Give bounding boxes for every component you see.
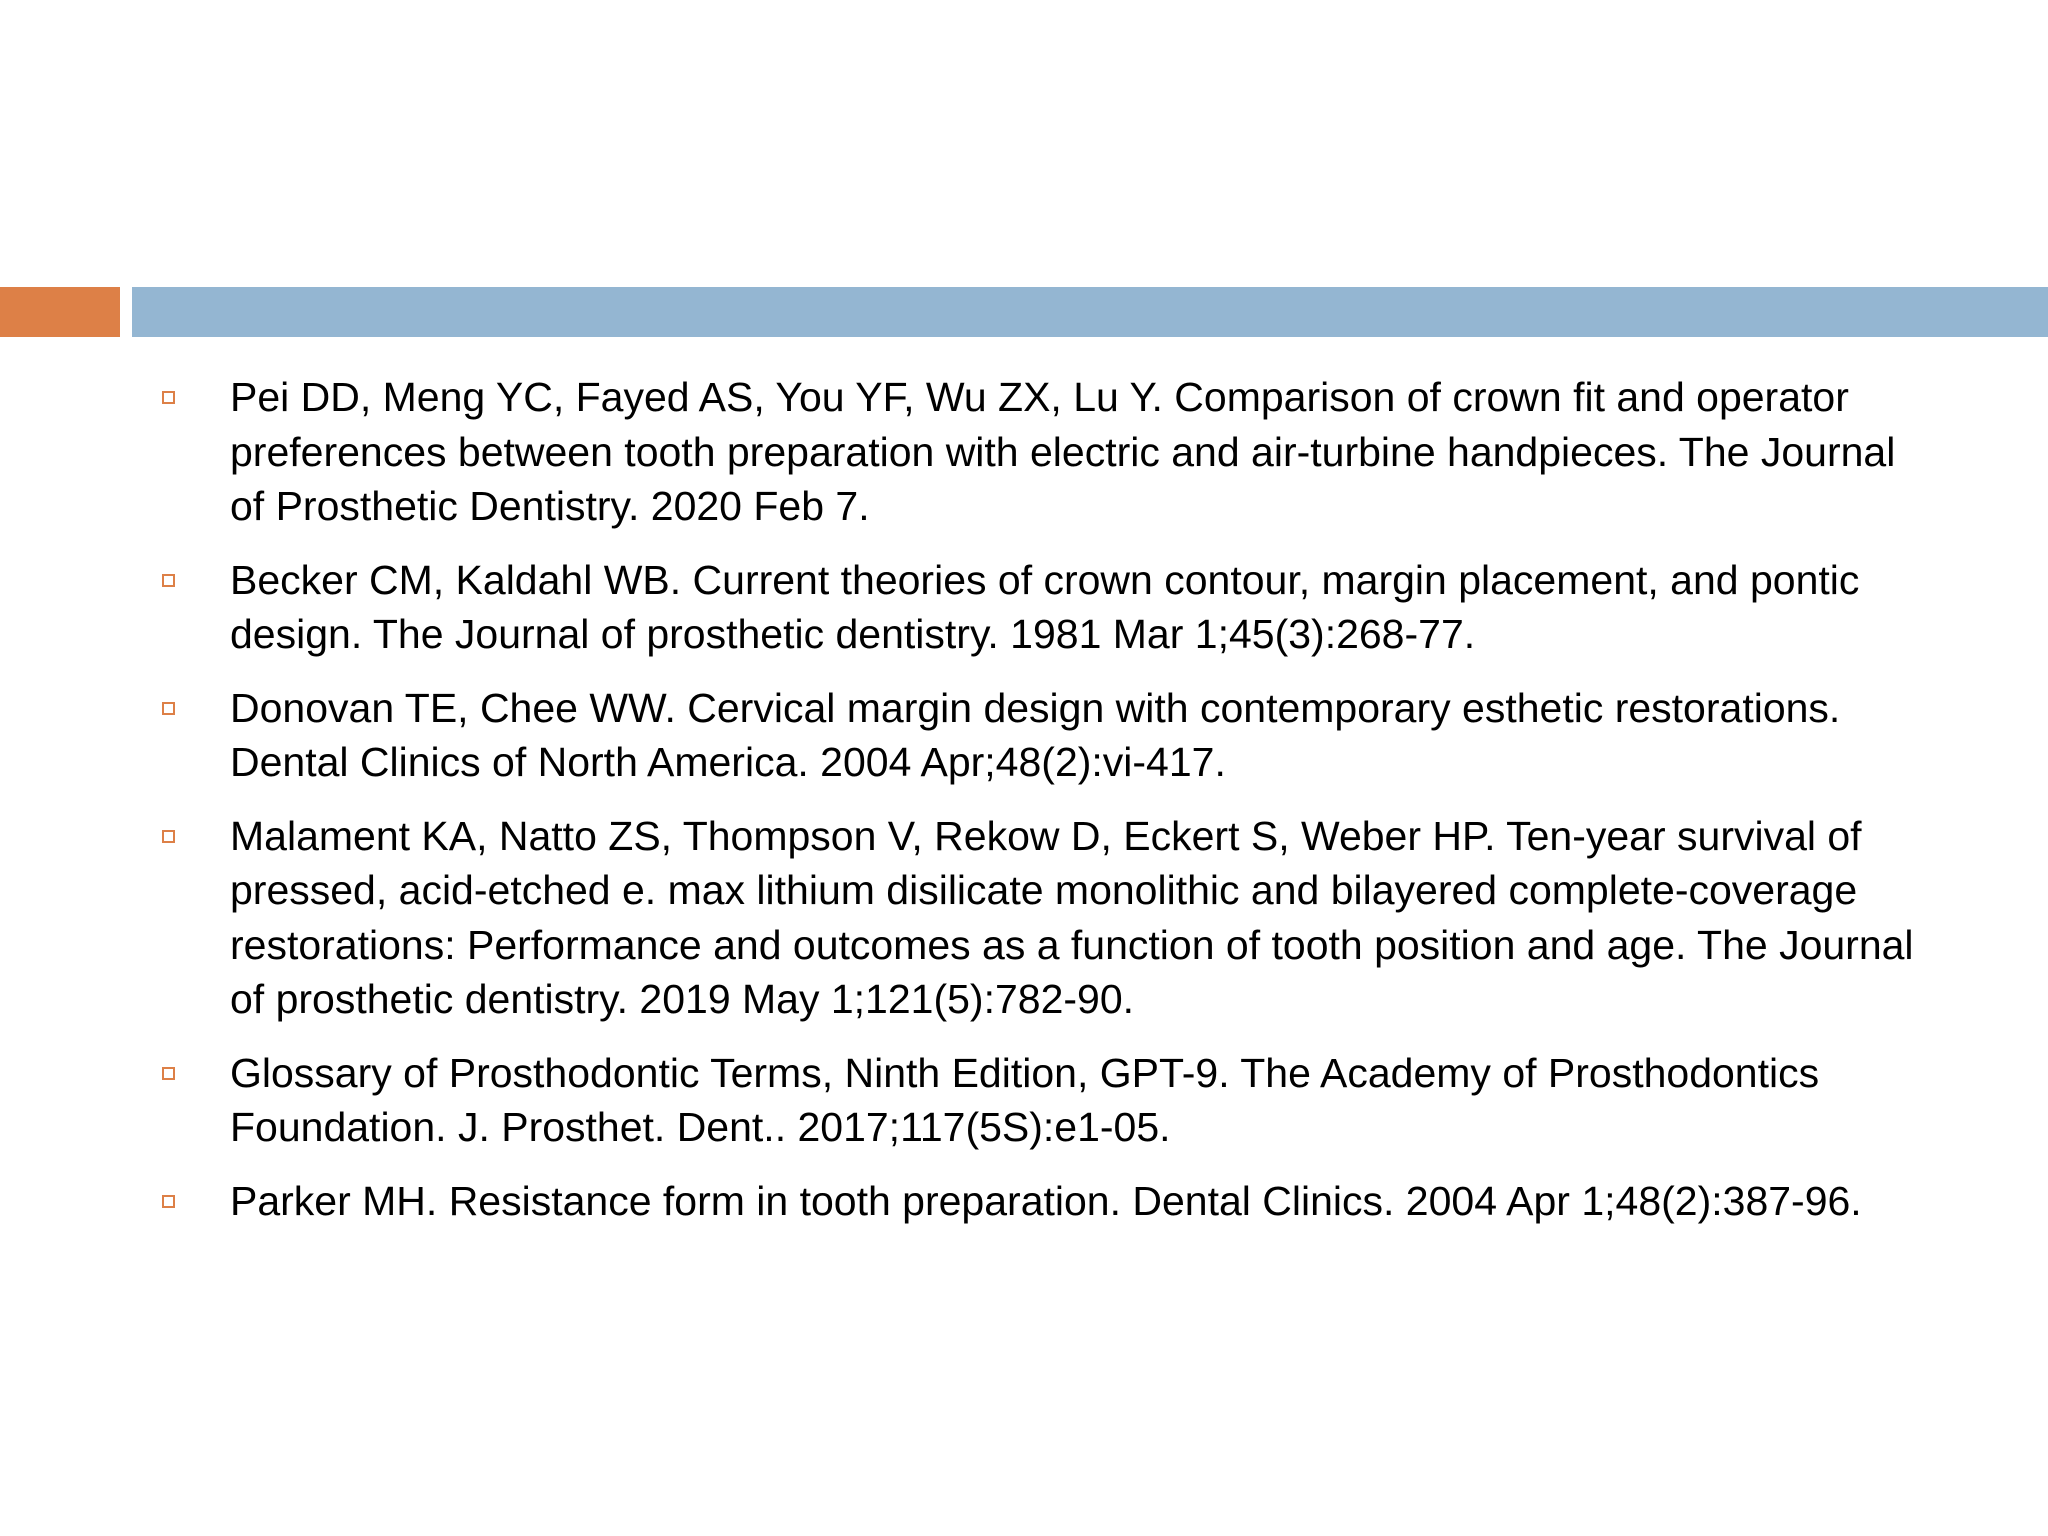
- reference-item: [150, 370, 1940, 534]
- reference-text: Pei DD, Meng YC, Fayed AS, You YF, Wu ZX, Lu Y. Comparison of crown fit and operator preferences between tooth preparation with electric and air-turbine handpieces. The Journal of Prosthetic Dentistry. 2020 Feb 7.: [230, 374, 1896, 529]
- reference-list: [150, 370, 1940, 1247]
- reference-text: Glossary of Prosthodontic Terms, Ninth Edition, GPT-9. The Academy of Prosthodontics Foundation. J. Prosthet. Dent.. 2017;117(5S):e1-05.: [230, 1049, 1820, 1150]
- reference-text: Malament KA, Natto ZS, Thompson V, Rekow D, Eckert S, Weber HP. Ten-year survival of pressed, acid-etched e. max lithium disilicate monolithic and bilayered complete-coverage restorations: Performance and outcomes as a function of tooth position and age. The Journal of prosthetic dentistry. 2019 May 1;121(5):782-90.: [230, 812, 1914, 1022]
- hollow-square-icon: [162, 830, 175, 843]
- hollow-square-icon: [162, 391, 175, 404]
- reference-item: [150, 553, 1940, 662]
- reference-text: Parker MH. Resistance form in tooth preparation. Dental Clinics. 2004 Apr 1;48(2):387-96.: [230, 1177, 1862, 1224]
- reference-item: [150, 681, 1940, 790]
- reference-item: [150, 809, 1940, 1027]
- reference-text: Donovan TE, Chee WW. Cervical margin design with contemporary esthetic restorations. Dental Clinics of North America. 2004 Apr;48(2):vi-417.: [230, 684, 1841, 785]
- hollow-square-icon: [162, 574, 175, 587]
- orange-accent-bar: [0, 287, 120, 337]
- hollow-square-icon: [162, 1067, 175, 1080]
- reference-text: Becker CM, Kaldahl WB. Current theories of crown contour, margin placement, and pontic design. The Journal of prosthetic dentistry. 1981 Mar 1;45(3):268-77.: [230, 556, 1860, 657]
- blue-header-bar: [132, 287, 2048, 337]
- reference-item: [150, 1046, 1940, 1155]
- hollow-square-icon: [162, 702, 175, 715]
- reference-item: [150, 1174, 1940, 1229]
- hollow-square-icon: [162, 1195, 175, 1208]
